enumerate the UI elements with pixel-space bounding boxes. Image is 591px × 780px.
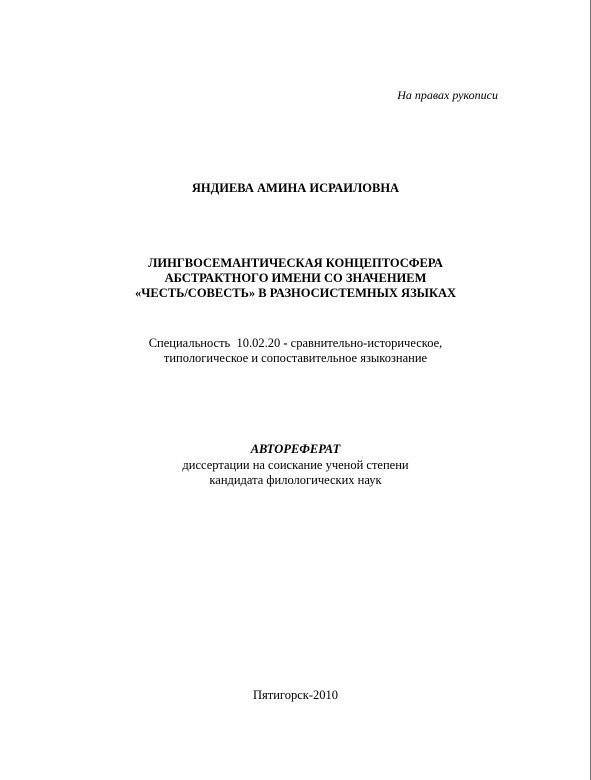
dissertation-title [0,256,591,301]
manuscript-note: На правах рукописи [397,88,498,102]
specialty-line-2: типологическое и сопоставительное языкознание [163,351,428,365]
city-year: Пятигорск-2010 [252,688,339,702]
specialty-name-part1: сравнительно-историческое, [290,336,443,350]
title-line-3: «ЧЕСТЬ/СОВЕСТЬ» В РАЗНОСИСТЕМНЫХ ЯЗЫКАХ [134,286,457,300]
abstract-line-2: кандидата филологических наук [209,473,382,487]
author-name: ЯНДИЕВА АМИНА ИСРАИЛОВНА [191,181,400,195]
abstract-line-1: диссертации на соискание ученой степени [182,458,409,472]
title-line-1: ЛИНГВОСЕМАНТИЧЕСКАЯ КОНЦЕПТОСФЕРА [148,256,443,270]
abstract-description [0,458,591,488]
title-line-2: АБСТРАКТНОГО ИМЕНИ СО ЗНАЧЕНИЕМ [164,271,427,285]
specialty-code: 10.02.20 [236,336,281,350]
abstract-label: АВТОРЕФЕРАТ [250,442,341,456]
specialty-label: Специальность [148,336,231,350]
specialty-line-1 [0,336,591,351]
specialty-block [0,336,591,366]
specialty-dash: - [283,336,288,350]
